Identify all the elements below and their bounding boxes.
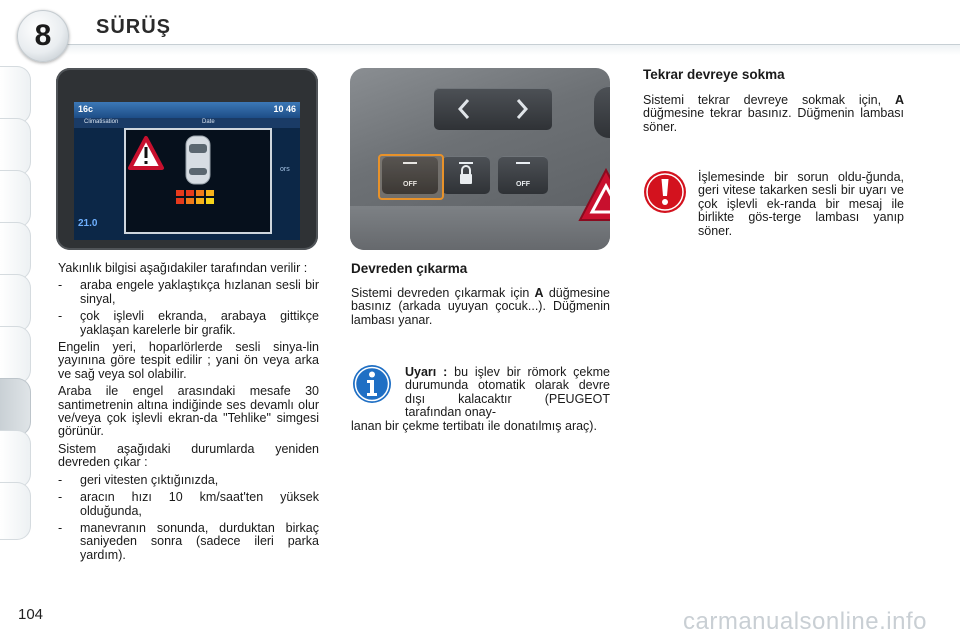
info-label: Uyarı : (405, 365, 448, 379)
console-lower-strip (350, 206, 610, 250)
warning-triangle-icon (130, 138, 162, 168)
console-upper-switch (434, 88, 552, 130)
page-number: 104 (18, 606, 44, 623)
info-note: Uyarı : bu işlev bir römork çekme durumunda otomatik olarak devre dışı kalacaktır (PEUGEOT tarafından onay- lanan bir çekme tertibatı ile donatılmış araç). (351, 365, 610, 433)
chapter-tab-10[interactable] (0, 482, 31, 540)
display-menu-date: Date (202, 119, 215, 125)
chapter-number: 8 (34, 19, 52, 52)
chapter-tab-8-active[interactable] (0, 378, 31, 436)
exclamation-icon (643, 170, 687, 214)
display-menu-climatisation: Climatisation (84, 119, 119, 125)
paragraph-location: Engelin yeri, hoparlörlerde sesli sinya-lin yayınına göre tespit edilir ; yani ön veya arka ve sağ veya sol olabilir. (58, 340, 319, 381)
warning-note: İşlemesinde bir sorun oldu-ğunda, geri vitese takarken sesli bir uyarı ve çok işlevli ek-randa bir mesaj ile birlikte gös-terge lambası yanıp söner. (698, 170, 904, 238)
display-status-bar (74, 102, 300, 118)
paragraph-distance: Araba ile engel arasındaki mesafe 30 santimetrenin altına indiğinde ses devamlı olur ve/veya çok işlevli ekran-da "Tehlike" simgesi görünür. (58, 384, 319, 439)
chapter-tab-5[interactable] (0, 274, 31, 332)
parking-sensor-off-label: OFF (403, 181, 417, 188)
section-title-reactivate: Tekrar devreye sokma (643, 67, 785, 82)
chapter-tab-4[interactable] (0, 222, 31, 280)
chapter-tab-1[interactable] (0, 66, 31, 124)
display-temperature: 16c (78, 104, 94, 114)
lock-icon (442, 156, 490, 194)
figure-multifunction-screen (56, 68, 318, 250)
hazard-button-icon (576, 164, 610, 234)
display-menu-bar (74, 118, 300, 128)
display-area (74, 102, 300, 240)
chapter-tab-rail (0, 66, 32, 576)
list-item: - aracın hızı 10 km/saat'ten yüksek olduğunda, (58, 490, 319, 518)
intro-paragraph: Yakınlık bilgisi aşağıdakiler tarafından verilir : (58, 261, 308, 275)
chapter-title: SÜRÜŞ (96, 16, 172, 38)
button-a-highlight (378, 154, 444, 200)
list-item: - manevranın sonunda, durduktan birkaç saniyeden sonra (sadece ileri parka yardım). (58, 520, 319, 562)
key-a: A (534, 286, 544, 300)
alarm-off-label: OFF (516, 181, 530, 188)
console-round-knob (594, 86, 610, 138)
paragraph-deactivation: Sistem aşağıdaki durumlarda yeniden devreden çıkar : (58, 441, 319, 470)
chapter-tab-9[interactable] (0, 430, 31, 488)
left-column-text (58, 262, 319, 566)
section-body-deactivate: Sistemi devreden çıkarmak için A düğmesine basınız (arkada uyuyan çocuk...). Düğmenin lambası yanar. (351, 286, 610, 327)
display-time: 10 46 (273, 104, 296, 114)
section-body-reactivate: Sistemi tekrar devreye sokmak için, A düğmesine tekrar basınız. Düğmenin lambası söner. (643, 93, 904, 134)
chapter-tab-2[interactable] (0, 118, 31, 176)
chapter-tab-6[interactable] (0, 326, 31, 384)
parking-sensor-panel (124, 128, 272, 234)
console-arrows-icon (434, 88, 552, 130)
proximity-squares (176, 190, 214, 204)
chapter-tab-3[interactable] (0, 170, 31, 228)
list-item: - araba engele yaklaştıkça hızlanan sesli bir sinyal, (58, 278, 319, 306)
parking-graphic (126, 130, 270, 232)
alarm-off-button[interactable] (498, 156, 548, 194)
watermark: carmanualsonline.info (683, 608, 927, 635)
button-led (516, 162, 530, 164)
display-right-text: ors (280, 166, 290, 173)
car-top-view-icon (186, 136, 210, 184)
list-item: - geri vitesten çıktığınızda, (58, 472, 219, 487)
header-bar (40, 44, 960, 55)
lock-button[interactable] (442, 156, 490, 194)
chapter-number-badge (17, 10, 69, 62)
key-a: A (894, 93, 904, 107)
list-item: - çok işlevli ekranda, arabaya gittikçe yaklaşan karelerle bir grafik. (58, 309, 319, 337)
section-title-deactivate: Devreden çıkarma (351, 261, 468, 276)
display-side-value: 21.0 (78, 218, 98, 229)
